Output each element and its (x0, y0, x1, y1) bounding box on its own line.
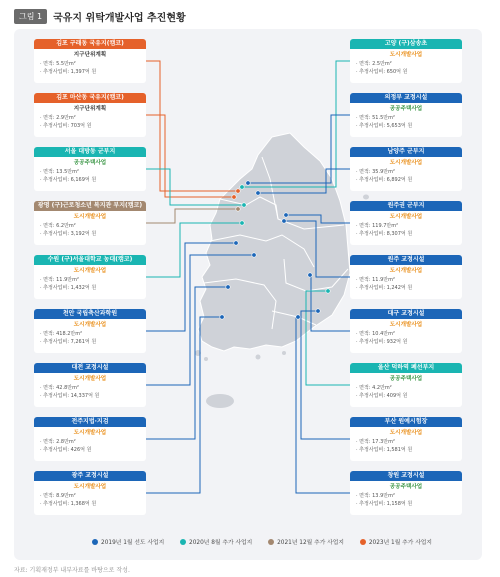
site-card-area: · 면적: 11.9만m² (40, 277, 79, 283)
site-card-area: · 면적: 51.5만m² (356, 115, 395, 121)
site-card-cost: · 추정사업비: 6,892억 원 (356, 176, 413, 183)
marker-suwon-snu-farm (240, 221, 244, 225)
marker-uijeongbu-prison (246, 181, 250, 185)
site-card-title: 광주 교정시설 (34, 471, 146, 481)
legend-dot-icon (92, 539, 98, 545)
site-card-project-type: 공공주택사업 (389, 484, 423, 490)
legend-label: 2023년 1월 추가 사업지 (368, 540, 432, 546)
site-card-cost: · 추정사업비: 409억 원 (356, 392, 408, 399)
site-card-area: · 면적: 119.7만m² (356, 223, 399, 229)
site-card-cost: · 추정사업비: 426억 원 (40, 446, 92, 453)
figure-title: 국유지 위탁개발사업 추진현황 (53, 12, 186, 24)
site-card-title: 서울 대방동 군부지 (34, 147, 146, 157)
site-card-project-type: 도시개발사업 (73, 376, 107, 382)
legend-item (360, 537, 432, 546)
site-card-title: 전주지법·지검 (34, 417, 146, 427)
site-card-cheonan-science (34, 309, 146, 353)
site-card-daejeon-prison (34, 363, 146, 407)
site-card-title: 천안 국립축산과학원 (34, 309, 146, 319)
site-card-area: · 면적: 2.9만m² (40, 115, 76, 121)
site-card-gimpo-guraedong (34, 39, 146, 83)
figure-number-tag: 그림 1 (14, 9, 47, 24)
site-card-project-type: 도시개발사업 (73, 484, 107, 490)
site-card-project-type: 도시개발사업 (73, 430, 107, 436)
marker-gimpo-guraedong (236, 189, 240, 193)
island-south-1 (256, 355, 261, 360)
site-card-cost: · 추정사업비: 14,337억 원 (40, 392, 100, 399)
site-card-title: 울산 덕하역 폐선부지 (350, 363, 462, 373)
site-card-ulsan-railway (350, 363, 462, 407)
site-card-project-type: 도시개발사업 (389, 322, 423, 328)
site-card-area: · 면적: 4.2만m² (356, 385, 392, 391)
legend-label: 2020년 8월 추가 사업지 (189, 540, 253, 546)
marker-wonju-military (284, 213, 288, 217)
source-note: 자료: 기획재정부 내부자료를 바탕으로 작성. (14, 567, 130, 574)
site-card-details (34, 331, 146, 346)
legend-label: 2021년 12월 추가 사업지 (277, 540, 344, 546)
site-card-details (350, 115, 462, 130)
connector-gimpo-masandong (146, 115, 234, 197)
site-card-area: · 면적: 2.5만m² (356, 61, 392, 67)
site-card-seoul-daebangdong (34, 147, 146, 191)
site-card-cost: · 추정사업비: 1,242억 원 (356, 284, 413, 291)
site-card-area: · 면적: 8.9만m² (40, 493, 76, 499)
site-card-wonju-prison (350, 255, 462, 299)
site-card-cost: · 추정사업비: 3,192억 원 (40, 230, 97, 237)
legend-item (180, 537, 252, 546)
site-card-details (350, 385, 462, 400)
site-card-project-type: 도시개발사업 (389, 214, 423, 220)
site-card-area: · 면적: 13.9만m² (356, 493, 395, 499)
site-card-details (350, 493, 462, 508)
site-card-project-type: 지구단위계획 (73, 52, 107, 58)
site-card-details (34, 115, 146, 130)
site-card-uijeongbu-prison (350, 93, 462, 137)
site-card-cost: · 추정사업비: 7,261억 원 (40, 338, 97, 345)
site-card-details (34, 61, 146, 76)
site-card-gwangmyeong (34, 201, 146, 245)
diagram-panel (14, 29, 482, 560)
site-card-details (34, 277, 146, 292)
marker-daejeon-prison (252, 253, 256, 257)
legend-item (92, 537, 164, 546)
legend-dot-icon (180, 539, 186, 545)
site-card-gwangju-prison (34, 471, 146, 515)
site-card-daegu-prison (350, 309, 462, 353)
site-card-project-type: 도시개발사업 (389, 430, 423, 436)
island-ulleung (363, 195, 369, 200)
marker-busan-wharf (316, 309, 320, 313)
site-card-title: 대구 교정시설 (350, 309, 462, 319)
island-jeju (206, 394, 234, 408)
marker-gimpo-masandong (232, 195, 236, 199)
site-card-cost: · 추정사업비: 1,432억 원 (40, 284, 97, 291)
site-card-project-type: 공공주택사업 (389, 106, 423, 112)
site-card-title: 광명 (구)근로청소년 복지관 부지(캠코) (34, 201, 146, 211)
site-card-title: 창원 교정시설 (350, 471, 462, 481)
site-card-details (34, 223, 146, 238)
site-card-details (34, 439, 146, 454)
site-card-details (34, 385, 146, 400)
site-card-area: · 면적: 11.9만m² (356, 277, 395, 283)
site-card-suwon-snu-farm (34, 255, 146, 299)
site-card-title: 수원 (구)서울대학교 농대(캠코) (34, 255, 146, 265)
marker-gwangju-prison (220, 315, 224, 319)
connector-changwon-prison (296, 317, 350, 493)
site-card-area: · 면적: 6.2만m² (40, 223, 76, 229)
site-card-cost: · 추정사업비: 8,307억 원 (356, 230, 413, 237)
site-card-title: 김포 구래동 국유지(캠코) (34, 39, 146, 49)
site-card-project-type: 공공주택사업 (73, 160, 107, 166)
site-card-project-type: 공공주택사업 (389, 376, 423, 382)
marker-changwon-prison (296, 315, 300, 319)
marker-cheonan-science (234, 241, 238, 245)
site-card-title: 남양주 군부지 (350, 147, 462, 157)
site-card-details (350, 61, 462, 76)
site-card-title: 부산 원예시험장 (350, 417, 462, 427)
site-card-cost: · 추정사업비: 1,368억 원 (40, 500, 97, 507)
island-south-2 (282, 351, 286, 355)
site-card-area: · 면적: 5.5만m² (40, 61, 76, 67)
site-card-project-type: 도시개발사업 (389, 268, 423, 274)
site-card-details (34, 493, 146, 508)
marker-jeonju-court (226, 285, 230, 289)
site-card-project-type: 도시개발사업 (73, 322, 107, 328)
site-card-area: · 면적: 17.3만m² (356, 439, 395, 445)
site-card-details (350, 331, 462, 346)
site-card-changwon-prison (350, 471, 462, 515)
site-card-details (34, 169, 146, 184)
site-card-area: · 면적: 13.5만m² (40, 169, 79, 175)
site-card-cost: · 추정사업비: 932억 원 (356, 338, 408, 345)
site-card-title: 원주권 군부지 (350, 201, 462, 211)
site-card-area: · 면적: 2.8만m² (40, 439, 76, 445)
marker-seoul-daebangdong (242, 203, 246, 207)
site-card-cost: · 추정사업비: 5,653억 원 (356, 122, 413, 129)
site-card-details (350, 223, 462, 238)
site-card-gimpo-masandong (34, 93, 146, 137)
site-card-title: 의정부 교정시설 (350, 93, 462, 103)
marker-daegu-prison (308, 273, 312, 277)
connector-gimpo-guraedong (146, 61, 238, 191)
site-card-details (350, 277, 462, 292)
marker-namyangju-military (256, 191, 260, 195)
island-southwest-2 (204, 357, 208, 361)
site-card-title: 원주 교정시설 (350, 255, 462, 265)
site-card-title: 고양 (구)삼송초 (350, 39, 462, 49)
site-card-project-type: 도시개발사업 (389, 52, 423, 58)
site-card-goyang-samsongteo (350, 39, 462, 83)
site-card-project-type: 도시개발사업 (389, 160, 423, 166)
site-card-title: 대전 교정시설 (34, 363, 146, 373)
site-card-cost: · 추정사업비: 6,169억 원 (40, 176, 97, 183)
site-card-area: · 면적: 35.9만m² (356, 169, 395, 175)
legend-dot-icon (268, 539, 274, 545)
marker-ulsan-railway (326, 289, 330, 293)
site-card-busan-wharf (350, 417, 462, 461)
site-card-jeonju-court (34, 417, 146, 461)
site-card-cost: · 추정사업비: 703억 원 (40, 122, 92, 129)
site-card-title: 김포 마산동 국유지(캠코) (34, 93, 146, 103)
marker-wonju-prison (282, 219, 286, 223)
site-card-wonju-military (350, 201, 462, 245)
figure-header (14, 8, 186, 24)
marker-goyang-samsongteo (240, 185, 244, 189)
site-card-project-type: 도시개발사업 (73, 214, 107, 220)
legend (92, 537, 432, 546)
site-card-cost: · 추정사업비: 1,158억 원 (356, 500, 413, 507)
marker-gwangmyeong (236, 207, 240, 211)
site-card-area: · 면적: 42.8만m² (40, 385, 79, 391)
site-card-cost: · 추정사업비: 1,397억 원 (40, 68, 97, 75)
site-card-cost: · 추정사업비: 1,581억 원 (356, 446, 413, 453)
site-card-area: · 면적: 418.2만m² (40, 331, 83, 337)
site-card-project-type: 지구단위계획 (73, 106, 107, 112)
site-card-details (350, 439, 462, 454)
site-card-namyangju-military (350, 147, 462, 191)
legend-item (268, 537, 344, 546)
site-card-project-type: 도시개발사업 (73, 268, 107, 274)
legend-label: 2019년 1월 선도 사업지 (101, 540, 165, 546)
legend-dot-icon (360, 539, 366, 545)
site-card-cost: · 추정사업비: 650억 원 (356, 68, 408, 75)
site-card-details (350, 169, 462, 184)
site-card-area: · 면적: 10.4만m² (356, 331, 395, 337)
